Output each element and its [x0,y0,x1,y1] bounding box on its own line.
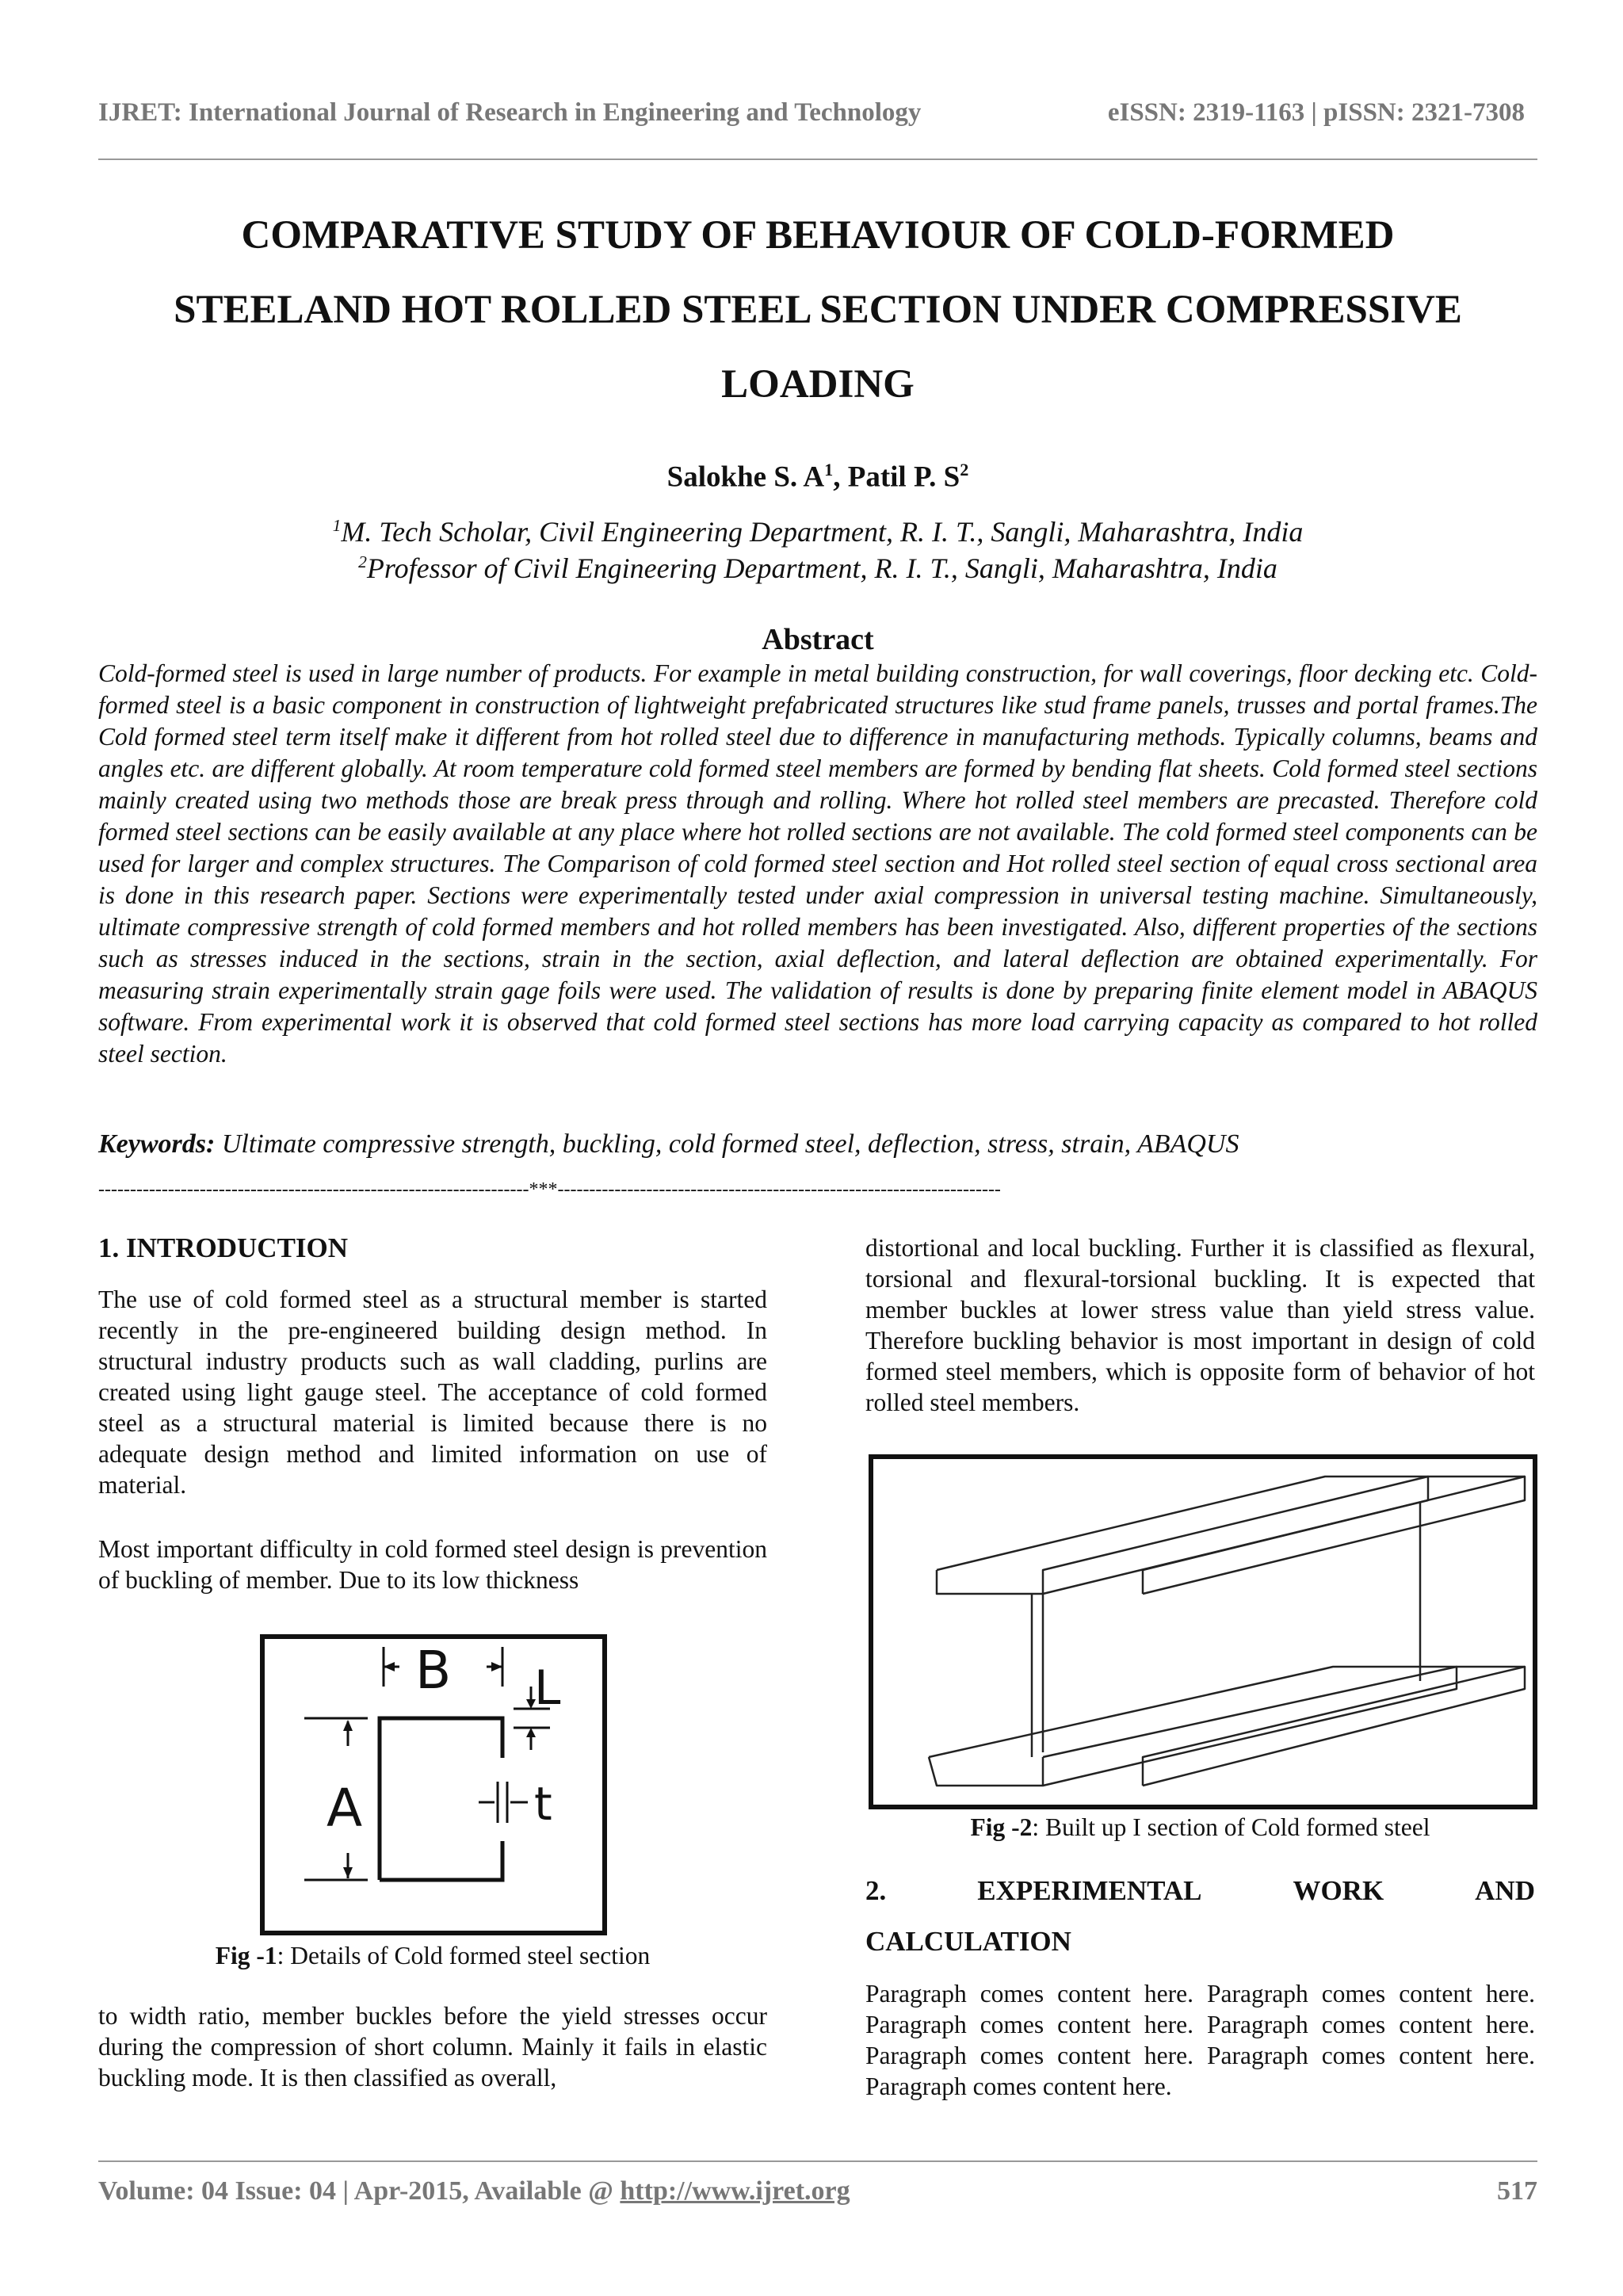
journal-name: IJRET: International Journal of Research in Engineering and Technology [98,98,922,127]
dim-t-label: t [534,1777,552,1831]
section-2-word-2: WORK [1293,1875,1384,1906]
keywords-label: Keywords: [98,1129,216,1159]
header-rule [98,159,1537,160]
top-flange-left-edge [937,1500,1428,1594]
footer-rule [98,2160,1537,2162]
section-2-heading-line-2: CALCULATION [865,1926,1071,1957]
section-2-para: Paragraph comes content here. Paragraph comes content here. Paragraph comes content here. Paragraph comes content here. Paragraph comes content here. Paragraph comes content here. Paragraph comes content here. [865,1980,1535,2100]
running-header [98,98,1525,128]
paper-title [98,198,1537,422]
author-1-sup: 1 [824,460,834,479]
figure-2-caption-text: : Built up I section of Cold formed steel [1032,1813,1430,1841]
figure-1-caption [98,1942,767,1970]
built-up-i-section-diagram [873,1459,1533,1805]
affiliation-1-sup: 1 [332,516,342,535]
figure-1-caption-text: : Details of Cold formed steel section [277,1942,651,1969]
author-separator: , [833,460,848,494]
section-outline [380,1718,502,1880]
affiliation-1-text: M. Tech Scholar, Civil Engineering Department, R. I. T., Sangli, Maharashtra, India [341,516,1304,548]
section-separator: --------------------------------------------------------------------***---------------------------------------------------------------------- [98,1179,1001,1200]
intro-para-3: to width ratio, member buckles before the yield stresses occur during the compression of short column. Mainly it fails in elastic buckling mode. It is then classified as overall, [98,2002,767,2092]
author-1: Salokhe S. A [666,460,825,494]
intro-para-1: The use of cold formed steel as a structural member is started recently in the pre-engineered building design method. In structural industry products such as wall cladding, purlins are created using light gauge steel. The acceptance of cold formed steel as a structural material is limited because there is no adequate design method and limited information on use of material. [98,1286,767,1499]
section-2-word-3: AND [1475,1875,1535,1906]
intro-para-2: Most important difficulty in cold formed steel design is prevention of buckling of member. Due to its low thickness [98,1535,767,1594]
page-number: 517 [1497,2176,1537,2206]
dim-L-label: L [534,1660,561,1716]
section-2-heading [865,1875,1535,1907]
authors [98,460,1537,494]
author-2-sup: 2 [960,460,969,479]
cold-formed-section-diagram [265,1639,602,1931]
journal-url-link[interactable]: http://www.ijret.org [620,2176,850,2206]
affiliation-2-text: Professor of Civil Engineering Department, R. I. T., Sangli, Maharashtra, India [366,552,1277,584]
abstract-heading: Abstract [762,623,874,656]
figure-1-box [260,1634,607,1935]
right-col-para-1: distortional and local buckling. Further it is classified as flexural, torsional and flexural-torsional buckling. It is expected that member buckles at lower stress value than yield stress value. Therefore buckling behavior is most important in design of cold formed steel members, which is opposite form of behavior of hot rolled steel members. [865,1234,1535,1416]
intro-heading: 1. INTRODUCTION [98,1232,349,1263]
keywords-text: Ultimate compressive strength, buckling, cold formed steel, deflection, stress, strain, ABAQUS [215,1129,1239,1159]
figure-2-caption [865,1813,1535,1842]
author-2: Patil P. S [847,460,960,494]
title-line-2: STEELAND HOT ROLLED STEEL SECTION UNDER COMPRESSIVE [174,288,1462,332]
dim-A-label: A [327,1778,363,1839]
figure-1-label: Fig -1 [215,1942,277,1969]
section-2-number: 2. [865,1875,887,1906]
figure-2-box [869,1454,1537,1809]
affiliation-2-sup: 2 [358,552,367,571]
section-2-word-1: EXPERIMENTAL [977,1875,1202,1906]
abstract-text: Cold-formed steel is used in large number of products. For example in metal building construction, for wall coverings, floor decking etc. Cold-formed steel is a basic component in construction of lightweight prefabricated structures like stud frame panels, trusses and portal frames.The Cold formed steel term itself make it different from hot rolled steel due to difference in manufacturing methods. Typically columns, beams and angles etc. are different globally. At room temperature cold formed steel members are formed by bending flat sheets. Cold formed steel sections mainly created using two methods those are break press through and rolling. Where hot rolled steel members are precasted. Therefore cold formed steel sections can be easily available at any place where hot rolled sections are not available. The cold formed steel components can be used for larger and complex structures. The Comparison of cold formed steel section and Hot rolled steel section of equal cross sectional area is done in this research paper. Sections were experimentally tested under axial compression in universal testing machine. Simultaneously, ultimate compressive strength of cold formed members and hot rolled members has been investigated. Also, different properties of the sections such as stresses induced in the sections, strain in the section, axial deflection, and lateral deflection are obtained experimentally. For measuring strain experimentally strain gage foils were used. The validation of results is done by preparing finite element model in ABAQUS software. From experimental work it is observed that cold formed steel sections has more load carrying capacity as compared to hot rolled steel section. [98,659,1537,1068]
dim-B-label: B [415,1640,452,1701]
volume-info: Volume: 04 Issue: 04 | Apr-2015, Available @ [98,2176,621,2206]
section-bottom-flange [380,1841,502,1880]
keywords [98,1129,1537,1159]
title-line-3: LOADING [721,362,915,407]
affiliation-1 [98,515,1537,548]
running-footer [98,2176,1537,2206]
title-line-1: COMPARATIVE STUDY OF BEHAVIOUR OF COLD-FORMED [241,213,1395,258]
issn: eISSN: 2319-1163 | pISSN: 2321-7308 [1107,98,1525,127]
figure-2-label: Fig -2 [970,1813,1033,1841]
affiliation-2 [98,552,1537,585]
